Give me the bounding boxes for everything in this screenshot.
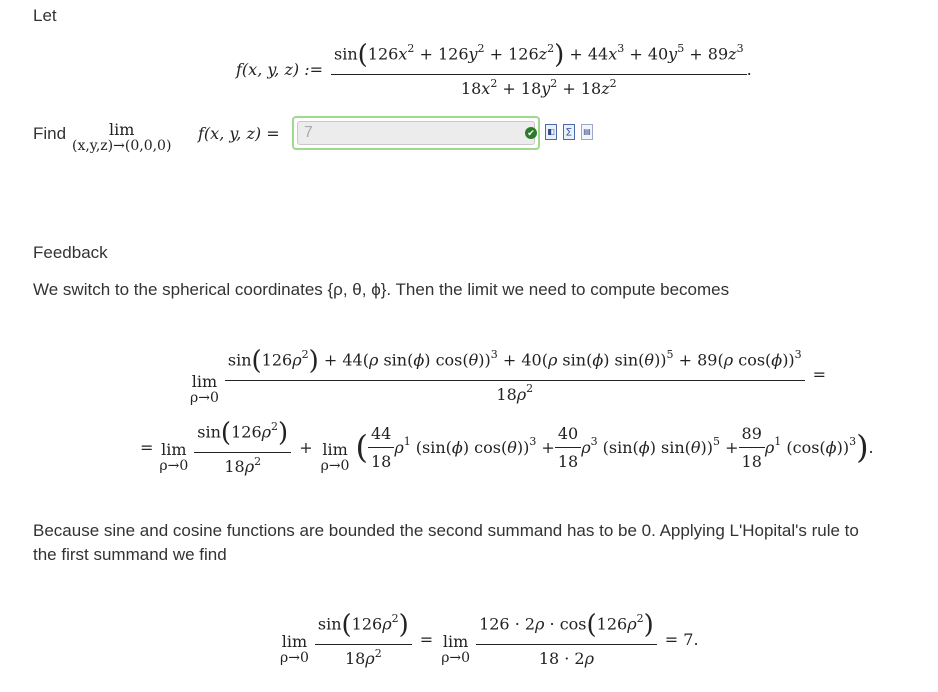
feedback-sentence-2: Because sine and cosine functions are bounded the second summand has to be 0. Applying L'Hopital's rule to the first summand we find: [33, 521, 859, 564]
lim-word: lim: [109, 120, 135, 139]
lim-word: lim: [442, 632, 469, 652]
question-limit: [72, 122, 171, 153]
final-result: = 7.: [664, 629, 699, 649]
let-label: Let: [33, 6, 57, 25]
question-expression: f(x, y, z) =: [198, 124, 280, 143]
definition-lhs: f(x, y, z) :=: [236, 59, 323, 79]
document-icon[interactable]: ▤: [581, 124, 593, 140]
formula-icon[interactable]: ∑: [563, 124, 575, 140]
lim-word: lim: [161, 440, 187, 460]
check-icon: ✔: [525, 127, 537, 139]
lim-word: lim: [281, 632, 308, 652]
answer-field-frame: [292, 116, 540, 150]
definition-numerator: $\sin(126x^2 + 126y^2 + 126z^2) + 44x^3 + 40y^5 + 89z^3$: [334, 40, 744, 70]
feedback-sentence-1: We switch to the spherical coordinates {ρ, θ, ϕ}. Then the limit we need to compute becomes: [33, 280, 730, 299]
definition-denominator: $18x^2 + 18y^2 + 18z^2$: [460, 76, 617, 98]
definition-fraction: [331, 40, 747, 98]
feedback-final-line: lim ρ→0 $\frac{\sin(126\rho^2)}{18\rho^2}$ = lim ρ→0 $\frac{126 \cdot 2\rho \cdot \cos(126\rho^2)}{18 \cdot 2\rho}$ = 7.: [280, 610, 699, 668]
lim-subscript: ρ→0: [159, 458, 189, 475]
answer-input[interactable]: 7: [297, 121, 535, 145]
feedback-limit-line-1: lim ρ→0 $\sin(126\rho^2) + 44(\rho$ sin(ϕ) cos(θ))$^3$ + 40(ρ sin(ϕ) sin(θ))$^5$ + 89(ρ cos(ϕ))$^3$ $18\rho^2$ =: [190, 345, 827, 406]
line1-fraction: $\sin(126\rho^2) + 44(\rho$ sin(ϕ) cos(θ))$^3$ + 40(ρ sin(ϕ) sin(θ))$^5$ + 89(ρ cos(ϕ))$^3$ $18\rho^2$: [225, 346, 805, 404]
feedback-title: Feedback: [33, 243, 108, 262]
preview-icon[interactable]: ◧: [545, 124, 557, 140]
lim-subscript: ρ→0: [441, 650, 471, 667]
line2-first-fraction: $\frac{\sin(126\rho^2)}{18\rho^2}$: [194, 418, 291, 476]
final-fraction-1: $\frac{\sin(126\rho^2)}{18\rho^2}$: [315, 610, 412, 668]
lim-word: lim: [191, 372, 218, 391]
lim-word: lim: [322, 440, 348, 460]
lim-subscript: ρ→0: [190, 389, 219, 406]
lim-subscript: (x,y,z)→(0,0,0): [72, 137, 172, 154]
feedback-limit-line-2: = lim ρ→0 $\frac{\sin(126\rho^2)}{18\rho^2}$ + lim ρ→0 ( $\frac{44}{18}$ $\rho^1$ (sin(ϕ) cos(θ))$^3$ + $\frac{40}{18}$ $\rho^3$ (sin(ϕ) sin(θ))$^5$ + $\frac{89}{18}$ $\rho^1$ $(\cos(\phi))^3$ ) .: [140, 418, 874, 476]
function-definition: f(x, y, z) := $\frac{\sin(126x^2 + 126y^2 + 126z^2) + 44x^3 + 40y^5 + 89z^3}{18x^2 + 18y^2 + 18z^2}$ .: [236, 40, 752, 98]
final-fraction-2: $\frac{126 \cdot 2\rho \cdot \cos(126\rho^2)}{18 \cdot 2\rho}$: [476, 610, 657, 668]
find-label: Find: [33, 124, 67, 143]
lim-subscript: ρ→0: [320, 458, 350, 475]
lim-subscript: ρ→0: [280, 650, 309, 667]
